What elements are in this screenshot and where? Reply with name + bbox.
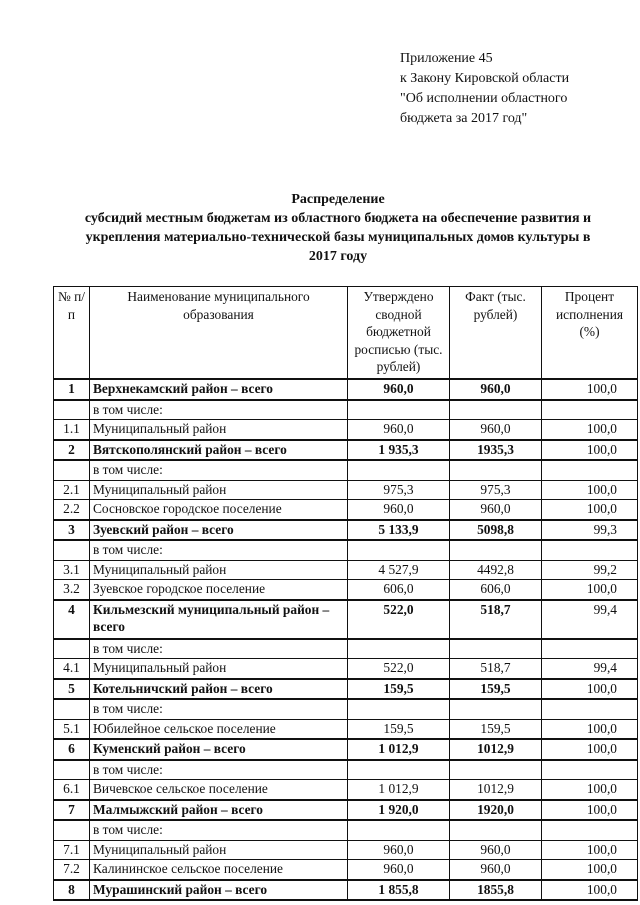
cell-name: в том числе: xyxy=(90,460,348,480)
appendix-block xyxy=(400,49,569,129)
appendix-line: Приложение 45 xyxy=(400,51,493,66)
cell-approved: 159,5 xyxy=(348,679,450,700)
cell-approved: 1 855,8 xyxy=(348,880,450,901)
cell-fact xyxy=(450,460,542,480)
cell-name: Муниципальный район xyxy=(90,840,348,860)
table-row xyxy=(54,580,638,600)
cell-num xyxy=(54,540,90,560)
cell-fact: 960,0 xyxy=(450,379,542,400)
table-row xyxy=(54,420,638,440)
table-row-total xyxy=(54,800,638,821)
cell-fact: 518,7 xyxy=(450,600,542,639)
appendix-line: "Об исполнении областного xyxy=(400,91,568,106)
document-title xyxy=(40,190,636,266)
cell-approved: 522,0 xyxy=(348,659,450,679)
table-row-total xyxy=(54,440,638,461)
cell-percent: 99,4 xyxy=(542,600,638,639)
cell-approved: 4 527,9 xyxy=(348,560,450,580)
cell-approved: 960,0 xyxy=(348,379,450,400)
cell-percent: 100,0 xyxy=(542,500,638,520)
cell-percent xyxy=(542,760,638,780)
cell-approved: 960,0 xyxy=(348,860,450,880)
cell-fact: 159,5 xyxy=(450,719,542,739)
cell-fact: 159,5 xyxy=(450,679,542,700)
cell-percent: 100,0 xyxy=(542,679,638,700)
cell-num: 7.2 xyxy=(54,860,90,880)
cell-num: 1 xyxy=(54,379,90,400)
table-row xyxy=(54,780,638,800)
cell-name: в том числе: xyxy=(90,639,348,659)
cell-name: в том числе: xyxy=(90,540,348,560)
table-row-total xyxy=(54,520,638,541)
table-row-total xyxy=(54,739,638,760)
cell-approved xyxy=(348,400,450,420)
cell-approved xyxy=(348,699,450,719)
cell-fact: 1935,3 xyxy=(450,440,542,461)
cell-fact: 960,0 xyxy=(450,860,542,880)
cell-percent: 100,0 xyxy=(542,860,638,880)
table-row-total xyxy=(54,679,638,700)
table-row xyxy=(54,560,638,580)
cell-approved: 1 935,3 xyxy=(348,440,450,461)
cell-approved: 522,0 xyxy=(348,600,450,639)
header-fact: Факт (тыс. рублей) xyxy=(450,287,542,380)
cell-name: Котельничский район – всего xyxy=(90,679,348,700)
cell-num: 3 xyxy=(54,520,90,541)
cell-name: Юбилейное сельское поселение xyxy=(90,719,348,739)
table-row-total xyxy=(54,600,638,639)
cell-approved xyxy=(348,540,450,560)
cell-num xyxy=(54,760,90,780)
cell-name: Муниципальный район xyxy=(90,560,348,580)
cell-name: в том числе: xyxy=(90,400,348,420)
table-body xyxy=(54,379,638,900)
cell-name: Муниципальный район xyxy=(90,480,348,500)
cell-fact xyxy=(450,760,542,780)
cell-fact: 1855,8 xyxy=(450,880,542,901)
cell-name: Куменский район – всего xyxy=(90,739,348,760)
cell-approved xyxy=(348,820,450,840)
cell-approved: 159,5 xyxy=(348,719,450,739)
cell-name: Вичевское сельское поселение xyxy=(90,780,348,800)
cell-percent xyxy=(542,460,638,480)
cell-num: 7 xyxy=(54,800,90,821)
cell-name: в том числе: xyxy=(90,820,348,840)
cell-fact: 1012,9 xyxy=(450,739,542,760)
cell-num: 4 xyxy=(54,600,90,639)
table-row xyxy=(54,540,638,560)
cell-fact xyxy=(450,400,542,420)
cell-approved: 5 133,9 xyxy=(348,520,450,541)
cell-name: Верхнекамский район – всего xyxy=(90,379,348,400)
cell-percent: 100,0 xyxy=(542,719,638,739)
cell-name: Калининское сельское поселение xyxy=(90,860,348,880)
cell-fact xyxy=(450,540,542,560)
cell-fact: 960,0 xyxy=(450,500,542,520)
cell-name: в том числе: xyxy=(90,699,348,719)
cell-approved: 960,0 xyxy=(348,840,450,860)
cell-percent xyxy=(542,639,638,659)
cell-fact: 960,0 xyxy=(450,840,542,860)
cell-fact: 4492,8 xyxy=(450,560,542,580)
cell-fact: 5098,8 xyxy=(450,520,542,541)
cell-approved: 975,3 xyxy=(348,480,450,500)
appendix-line: бюджета за 2017 год" xyxy=(400,111,528,126)
cell-percent xyxy=(542,540,638,560)
cell-fact xyxy=(450,639,542,659)
cell-fact: 1012,9 xyxy=(450,780,542,800)
cell-fact: 975,3 xyxy=(450,480,542,500)
cell-approved: 1 012,9 xyxy=(348,739,450,760)
table-header-row xyxy=(54,287,638,380)
cell-approved: 960,0 xyxy=(348,420,450,440)
table-row xyxy=(54,719,638,739)
table-row xyxy=(54,400,638,420)
cell-num xyxy=(54,400,90,420)
cell-percent xyxy=(542,820,638,840)
table-row xyxy=(54,820,638,840)
title-line: субсидий местным бюджетам из областного бюджета на обеспечение развития и xyxy=(84,211,592,226)
subsidy-table xyxy=(53,286,638,901)
cell-num: 6 xyxy=(54,739,90,760)
cell-num: 5 xyxy=(54,679,90,700)
cell-percent: 99,3 xyxy=(542,520,638,541)
cell-percent: 100,0 xyxy=(542,379,638,400)
cell-percent: 100,0 xyxy=(542,420,638,440)
cell-num xyxy=(54,820,90,840)
cell-num: 3.1 xyxy=(54,560,90,580)
table-row-total xyxy=(54,379,638,400)
cell-num: 6.1 xyxy=(54,780,90,800)
cell-percent xyxy=(542,400,638,420)
cell-percent: 100,0 xyxy=(542,580,638,600)
table-row xyxy=(54,460,638,480)
cell-num xyxy=(54,460,90,480)
cell-percent: 100,0 xyxy=(542,780,638,800)
cell-num: 8 xyxy=(54,880,90,901)
table-row xyxy=(54,639,638,659)
cell-percent: 100,0 xyxy=(542,480,638,500)
cell-num xyxy=(54,639,90,659)
cell-fact: 606,0 xyxy=(450,580,542,600)
cell-approved: 606,0 xyxy=(348,580,450,600)
cell-approved: 1 920,0 xyxy=(348,800,450,821)
cell-num: 5.1 xyxy=(54,719,90,739)
cell-num: 2.2 xyxy=(54,500,90,520)
cell-fact xyxy=(450,820,542,840)
cell-approved: 1 012,9 xyxy=(348,780,450,800)
cell-name: Зуевское городское поселение xyxy=(90,580,348,600)
cell-name: Малмыжский район – всего xyxy=(90,800,348,821)
cell-fact: 960,0 xyxy=(450,420,542,440)
cell-num: 2 xyxy=(54,440,90,461)
cell-approved: 960,0 xyxy=(348,500,450,520)
header-percent: Процент исполнения (%) xyxy=(542,287,638,380)
cell-num: 7.1 xyxy=(54,840,90,860)
cell-num: 2.1 xyxy=(54,480,90,500)
title-line: укрепления материально-технической базы муниципальных домов культуры в xyxy=(85,230,591,245)
cell-percent: 100,0 xyxy=(542,739,638,760)
table-row xyxy=(54,500,638,520)
table-row xyxy=(54,659,638,679)
header-approved: Утверждено сводной бюджетной росписью (тыс. рублей) xyxy=(348,287,450,380)
cell-percent: 100,0 xyxy=(542,440,638,461)
table-row xyxy=(54,840,638,860)
cell-name: Сосновское городское поселение xyxy=(90,500,348,520)
table-row xyxy=(54,480,638,500)
cell-name: Вятскополянский район – всего xyxy=(90,440,348,461)
cell-fact: 1920,0 xyxy=(450,800,542,821)
cell-name: Зуевский район – всего xyxy=(90,520,348,541)
title-line: Распределение xyxy=(291,192,385,207)
cell-fact xyxy=(450,699,542,719)
cell-num: 1.1 xyxy=(54,420,90,440)
cell-name: Муниципальный район xyxy=(90,420,348,440)
cell-name: Мурашинский район – всего xyxy=(90,880,348,901)
cell-name: Кильмезский муниципальный район – всего xyxy=(90,600,348,639)
cell-percent: 100,0 xyxy=(542,880,638,901)
table-row xyxy=(54,699,638,719)
cell-approved xyxy=(348,760,450,780)
header-name: Наименование муниципального образования xyxy=(90,287,348,380)
table-row xyxy=(54,760,638,780)
cell-name: в том числе: xyxy=(90,760,348,780)
cell-percent xyxy=(542,699,638,719)
table-row xyxy=(54,860,638,880)
cell-num xyxy=(54,699,90,719)
cell-approved xyxy=(348,639,450,659)
cell-approved xyxy=(348,460,450,480)
cell-percent: 100,0 xyxy=(542,800,638,821)
cell-percent: 99,2 xyxy=(542,560,638,580)
cell-fact: 518,7 xyxy=(450,659,542,679)
title-line: 2017 году xyxy=(308,249,368,264)
cell-percent: 99,4 xyxy=(542,659,638,679)
cell-num: 3.2 xyxy=(54,580,90,600)
cell-num: 4.1 xyxy=(54,659,90,679)
table-row-total xyxy=(54,880,638,901)
cell-percent: 100,0 xyxy=(542,840,638,860)
cell-name: Муниципальный район xyxy=(90,659,348,679)
appendix-line: к Закону Кировской области xyxy=(400,71,570,86)
header-num: № п/п xyxy=(54,287,90,380)
